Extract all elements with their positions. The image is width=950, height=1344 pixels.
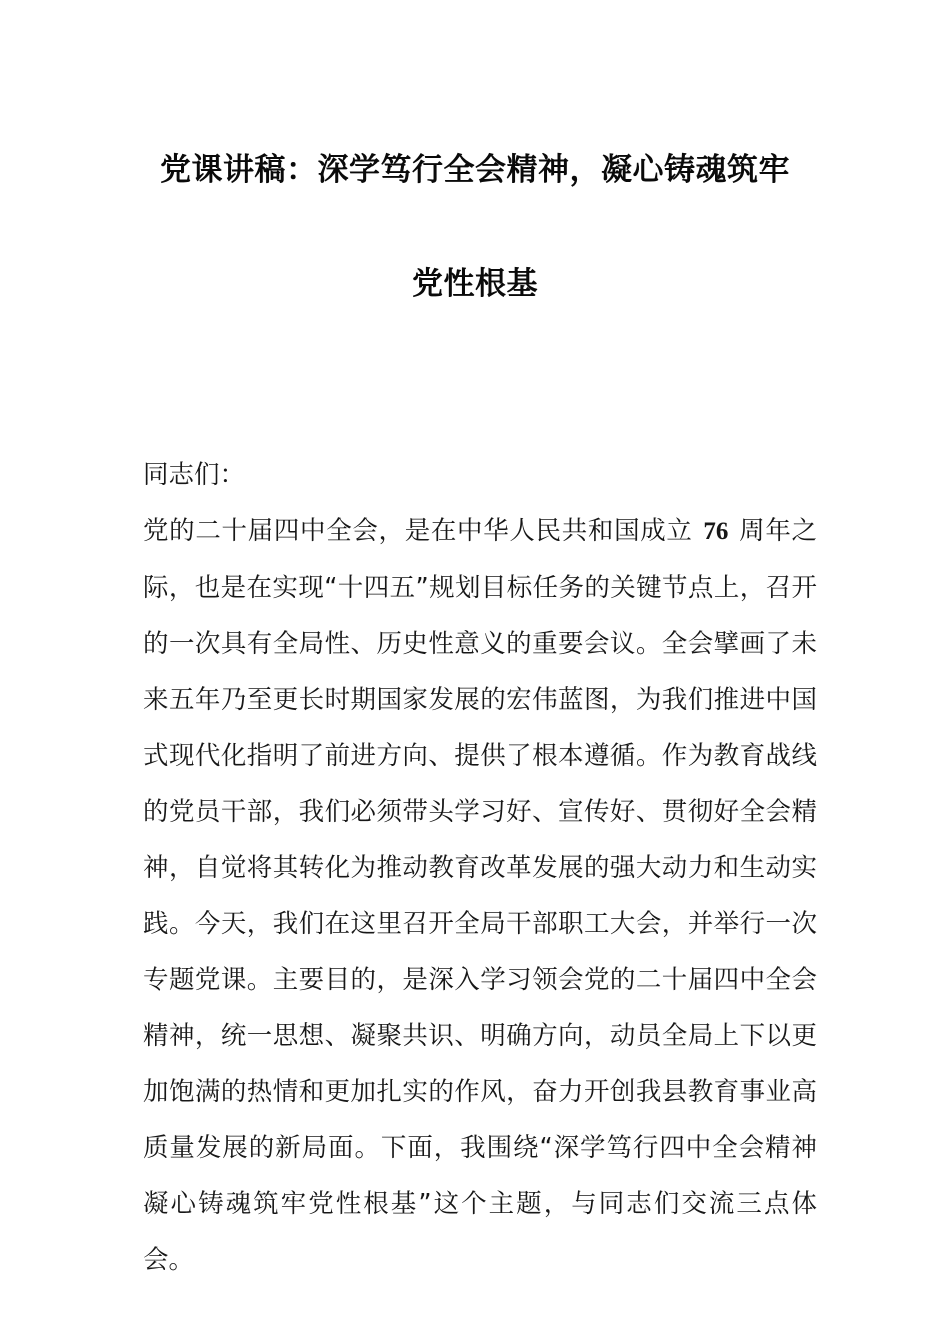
salutation: 同志们：: [143, 460, 246, 490]
anniversary-number: 76: [703, 518, 729, 545]
body-paragraph: [143, 503, 817, 1288]
page-title: [0, 150, 950, 305]
page-title-line-1: 党课讲稿：深学笃行全会精神，凝心铸魂筑牢: [160, 152, 790, 188]
paragraph-text-part-2: 周年之际，也是在实现“十四五”规划目标任务的关键节点上，召开的一次具有全局性、历史性意义的重要会议。全会擘画了未来五年乃至更长时期国家发展的宏伟蓝图，为我们推进中国式现代化指明了前进方向、提供了根本遵循。作为教育战线的党员干部，我们必须带头学习好、宣传好、贯彻好全会精神，自觉将其转化为推动教育改革发展的强大动力和生动实践。今天，我们在这里召开全局干部职工大会，并举行一次专题党课。主要目的，是深入学习领会党的二十届四中全会精神，统一思想、凝聚共识、明确方向，动员全局上下以更加饱满的热情和更加扎实的作风，奋力开创我县教育事业高质量发展的新局面。下面，我围绕“深学笃行四中全会精神凝心铸魂筑牢党性根基”这个主题，与同志们交流三点体会。: [143, 516, 817, 1275]
document-body: [143, 447, 817, 1288]
paragraph-text-part-1: 党的二十届四中全会，是在中华人民共和国成立: [143, 516, 702, 546]
page-title-line-2: 党性根基: [412, 266, 538, 303]
